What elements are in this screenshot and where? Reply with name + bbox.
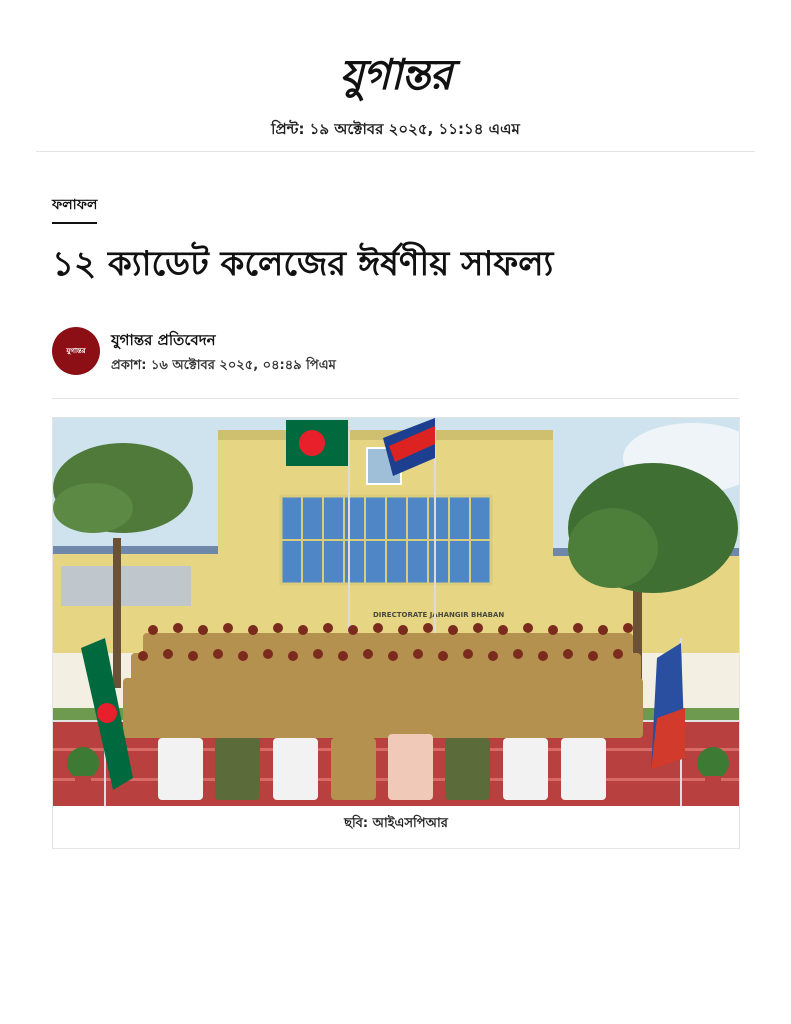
category-label[interactable]: ফলাফল (52, 193, 97, 224)
masthead (0, 0, 791, 152)
potted-plant (67, 747, 99, 779)
article-headline: ১২ ক্যাডেট কলেজের ঈর্ষণীয় সাফল্য (52, 244, 554, 284)
published-date: প্রকাশ: ১৬ অক্টোবর ২০২৫, ০৪:৪৯ পিএম (111, 358, 336, 373)
signboard-text: DIRECTORATE JAHANGIR BHABAN (373, 611, 505, 619)
author-avatar: যুগান্তর (52, 327, 100, 375)
potted-plant (697, 747, 729, 779)
author-name[interactable]: যুগান্তর প্রতিবেদন (111, 331, 216, 349)
group-photo-illustration (53, 418, 739, 806)
site-logo[interactable]: যুগান্তর (339, 50, 452, 99)
byline-divider (52, 398, 739, 399)
header-divider (36, 151, 755, 152)
article-photo (53, 418, 739, 806)
article-figure (52, 417, 740, 849)
photo-caption: ছবি: আইএসপিআর (344, 816, 448, 831)
print-date: প্রিন্ট: ১৯ অক্টোবর ২০২৫, ১১:১৪ এএম (271, 120, 520, 138)
